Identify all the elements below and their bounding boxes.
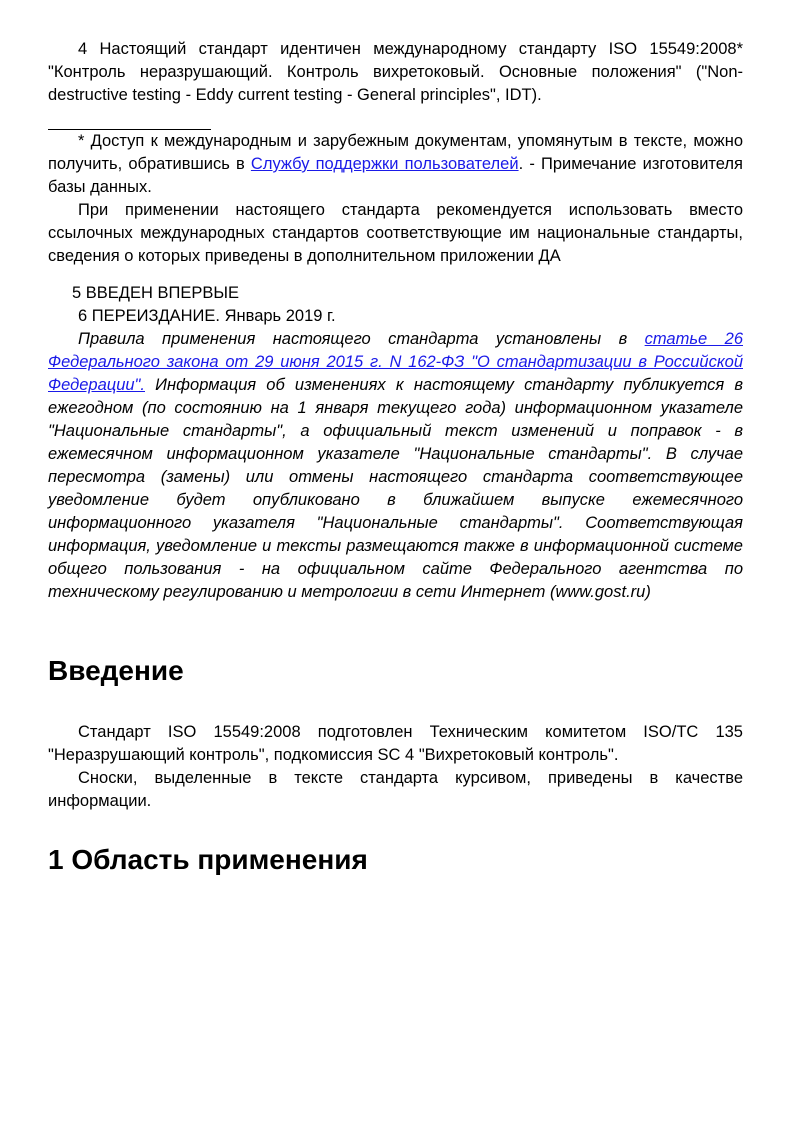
section-1-heading: 1 Область применения: [48, 844, 368, 875]
rules-text-before: Правила применения настоящего стандарта установлены в: [78, 330, 645, 348]
spacer: [48, 688, 743, 721]
federal-law-link[interactable]: статье 26 Федерального закона от 29 июня 2015 г. N 162-ФЗ "О стандартизации в Российской Федерации".: [48, 330, 743, 394]
intro-heading: Введение: [48, 655, 184, 686]
footnote-text-after: . - Примечание изготовителя базы данных.: [48, 155, 743, 196]
spacer: [48, 813, 743, 843]
intro-paragraph-2: Сноски, выделенные в тексте стандарта курсивом, приведены в качестве информации.: [48, 769, 743, 810]
spacer: [48, 604, 743, 654]
rules-text-after: Информация об изменениях к настоящему стандарту публикуется в ежегодном (по состоянию на 1 января текущего года) информационном указателе "Национальные стандарты", а официальный текст изменений и поправок - в ежемесячном информационном указателе "Национальные стандарты". В случае пересмотра (замены) или отмены настоящего стандарта соответствующее уведомление будет опубликовано в ближайшем выпуске ежемесячного информационного указателя "Национальные стандарты". Соответствующая информация, уведомление и тексты размещаются также в информационной системе общего пользования - на официальном сайте Федерального агентства по техническому регулированию и метрологии в сети Интернет (www.gost.ru): [48, 376, 743, 601]
item-6-paragraph: 6 ПЕРЕИЗДАНИЕ. Январь 2019 г.: [78, 307, 336, 325]
support-service-link[interactable]: Службу поддержки пользователей: [250, 155, 519, 173]
recommendation-paragraph: При применении настоящего стандарта рекомендуется использовать вместо ссылочных международных стандартов соответствующие им национальные стандарты, сведения о которых приведены в дополнительном приложении ДА: [48, 201, 743, 265]
intro-paragraph-1: Стандарт ISO 15549:2008 подготовлен Техническим комитетом ISO/TC 135 "Неразрушающий контроль", подкомиссия SC 4 "Вихретоковый контроль".: [48, 723, 743, 764]
footnote-paragraph: [48, 130, 743, 199]
spacer: [48, 268, 743, 282]
item-5-paragraph: 5 ВВЕДЕН ВПЕРВЫЕ: [72, 284, 239, 302]
rules-paragraph: [48, 328, 743, 604]
document-page: [48, 38, 743, 877]
item-4-paragraph: 4 Настоящий стандарт идентичен международному стандарту ISO 15549:2008* "Контроль неразрушающий. Контроль вихретоковый. Основные положения" ("Non-destructive testing - Eddy current testing - General principles", IDT).: [48, 40, 743, 104]
footnote-text-before: * Доступ к международным и зарубежным документам, упомянутым в тексте, можно получить, обратившись в: [48, 132, 743, 173]
